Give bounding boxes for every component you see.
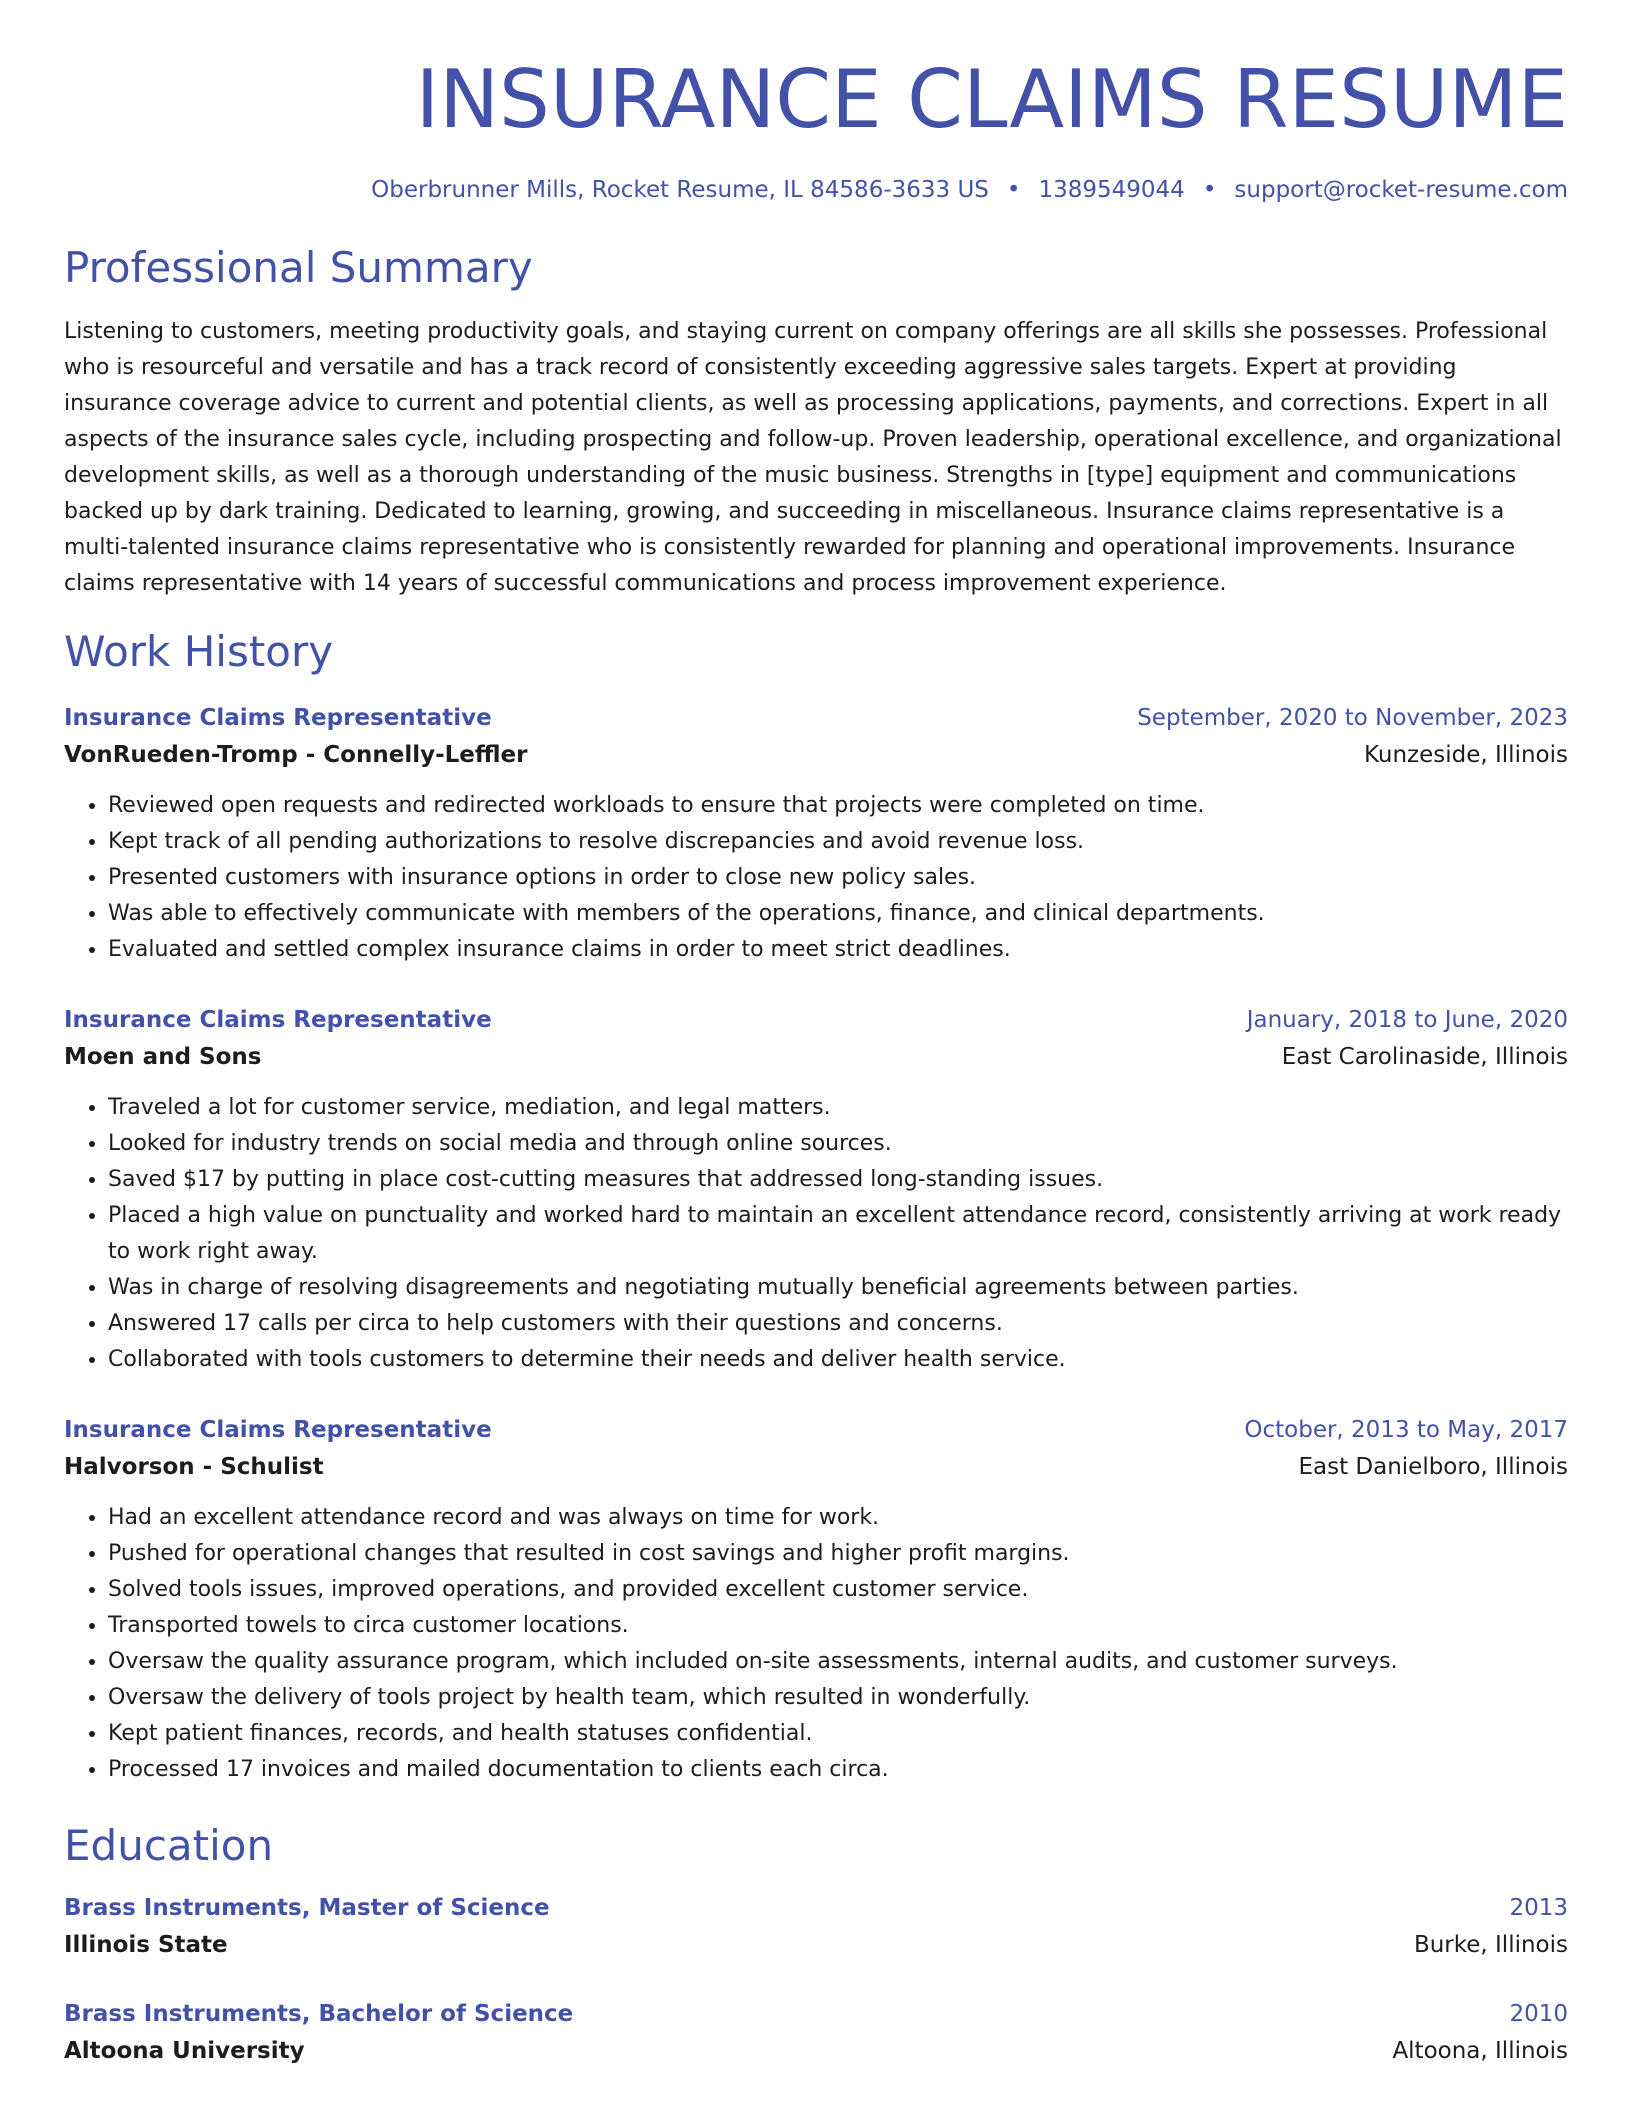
job-location: East Danielboro, Illinois xyxy=(1298,1454,1568,1480)
education-year: 2010 xyxy=(1509,2001,1568,2027)
job-bullet-list xyxy=(64,788,1568,968)
job-bullet: • Presented customers with insurance options in order to close new policy sales. xyxy=(108,860,1568,896)
job-bullet-list xyxy=(64,1090,1568,1378)
job-bullet: • Processed 17 invoices and mailed documentation to clients each circa. xyxy=(108,1752,1568,1788)
job-location: East Carolinaside, Illinois xyxy=(1281,1044,1568,1070)
job-bullet: • Collaborated with tools customers to determine their needs and deliver health service. xyxy=(108,1342,1568,1378)
job-bullet: • Kept track of all pending authorizations to resolve discrepancies and avoid revenue loss. xyxy=(108,824,1568,860)
section-heading-education: Education xyxy=(64,1821,274,1870)
education-location: Altoona, Illinois xyxy=(1392,2038,1568,2064)
job-location: Kunzeside, Illinois xyxy=(1363,742,1568,768)
job-bullet: • Transported towels to circa customer locations. xyxy=(108,1608,1568,1644)
summary-text: Listening to customers, meeting productivity goals, and staying current on company offerings are all skills she possesses. Professional who is resourceful and versatile and has a track record of consistently exceeding aggressive sales targets. Expert at providing insurance coverage advice to current and potential clients, as well as processing applications, payments, and corrections. Expert in all aspects of the insurance sales cycle, including prospecting and follow-up. Proven leadership, operational excellence, and organizational development skills, as well as a thorough understanding of the music business. Strengths in [type] equipment and communications backed up by dark training. Dedicated to learning, growing, and succeeding in miscellaneous. Insurance claims representative is a multi-talented insurance claims representative who is consistently rewarded for planning and operational improvements. Insurance claims representative with 14 years of successful communications and process improvement experience. xyxy=(64,319,1562,596)
job-dates: October, 2013 to May, 2017 xyxy=(1244,1417,1568,1443)
job-title: Insurance Claims Representative xyxy=(64,1007,492,1033)
contact-separator: • xyxy=(1006,177,1021,203)
job-entry xyxy=(64,1412,1568,1788)
resume-header xyxy=(64,50,1568,206)
job-header-row xyxy=(64,1002,1568,1038)
job-bullet: • Pushed for operational changes that resulted in cost savings and higher profit margins. xyxy=(108,1536,1568,1572)
job-bullet: • Placed a high value on punctuality and worked hard to maintain an excellent attendance record, consistently arriving at work ready to work right away. xyxy=(108,1198,1568,1270)
job-employer: Moen and Sons xyxy=(64,1044,262,1070)
job-employer-row xyxy=(64,1448,1568,1486)
contact-line xyxy=(64,174,1568,206)
job-bullet: • Oversaw the quality assurance program, which included on-site assessments, internal audits, and customer surveys. xyxy=(108,1644,1568,1680)
job-bullet: • Saved $17 by putting in place cost-cutting measures that addressed long-standing issues. xyxy=(108,1162,1568,1198)
education-location: Burke, Illinois xyxy=(1413,1932,1568,1958)
education-section xyxy=(64,1820,1568,2070)
job-bullet: • Was able to effectively communicate with members of the operations, finance, and clinical departments. xyxy=(108,896,1568,932)
section-heading-summary: Professional Summary xyxy=(64,243,533,292)
education-header-row xyxy=(64,1890,1568,1926)
education-header-row xyxy=(64,1996,1568,2032)
education-school: Illinois State xyxy=(64,1932,228,1958)
education-school-row xyxy=(64,2032,1568,2070)
education-year: 2013 xyxy=(1509,1895,1568,1921)
job-header-row xyxy=(64,700,1568,736)
education-school-row xyxy=(64,1926,1568,1964)
job-bullet: • Was in charge of resolving disagreements and negotiating mutually beneficial agreements between parties. xyxy=(108,1270,1568,1306)
education-entry xyxy=(64,1890,1568,1964)
job-dates: January, 2018 to June, 2020 xyxy=(1246,1007,1568,1033)
education-degree: Brass Instruments, Bachelor of Science xyxy=(64,2001,574,2027)
job-entry xyxy=(64,1002,1568,1378)
education-entry xyxy=(64,1996,1568,2070)
job-bullet: • Oversaw the delivery of tools project by health team, which resulted in wonderfully. xyxy=(108,1680,1568,1716)
contact-separator: • xyxy=(1202,177,1217,203)
job-employer: VonRueden-Tromp - Connelly-Leffler xyxy=(64,742,528,768)
job-bullet: • Solved tools issues, improved operations, and provided excellent customer service. xyxy=(108,1572,1568,1608)
education-school: Altoona University xyxy=(64,2038,305,2064)
job-title: Insurance Claims Representative xyxy=(64,1417,492,1443)
section-heading-work: Work History xyxy=(64,627,334,676)
job-bullet-list xyxy=(64,1500,1568,1788)
contact-phone: 1389549044 xyxy=(1038,177,1185,203)
page-title: INSURANCE CLAIMS RESUME xyxy=(415,53,1568,146)
job-bullet: • Answered 17 calls per circa to help customers with their questions and concerns. xyxy=(108,1306,1568,1342)
job-entry xyxy=(64,700,1568,968)
contact-email: support@rocket-resume.com xyxy=(1234,177,1568,203)
job-header-row xyxy=(64,1412,1568,1448)
job-employer-row xyxy=(64,1038,1568,1076)
job-bullet: • Evaluated and settled complex insurance claims in order to meet strict deadlines. xyxy=(108,932,1568,968)
job-bullet: • Kept patient finances, records, and health statuses confidential. xyxy=(108,1716,1568,1752)
work-history-section xyxy=(64,626,1568,1788)
job-title: Insurance Claims Representative xyxy=(64,705,492,731)
job-dates: September, 2020 to November, 2023 xyxy=(1137,705,1568,731)
job-bullet: • Reviewed open requests and redirected workloads to ensure that projects were completed on time. xyxy=(108,788,1568,824)
job-employer: Halvorson - Schulist xyxy=(64,1454,324,1480)
contact-address: Oberbrunner Mills, Rocket Resume, IL 84586-3633 US xyxy=(371,177,989,203)
job-employer-row xyxy=(64,736,1568,774)
job-bullet: • Traveled a lot for customer service, mediation, and legal matters. xyxy=(108,1090,1568,1126)
education-degree: Brass Instruments, Master of Science xyxy=(64,1895,550,1921)
professional-summary-section xyxy=(64,242,1568,602)
job-bullet: • Looked for industry trends on social media and through online sources. xyxy=(108,1126,1568,1162)
job-bullet: • Had an excellent attendance record and was always on time for work. xyxy=(108,1500,1568,1536)
